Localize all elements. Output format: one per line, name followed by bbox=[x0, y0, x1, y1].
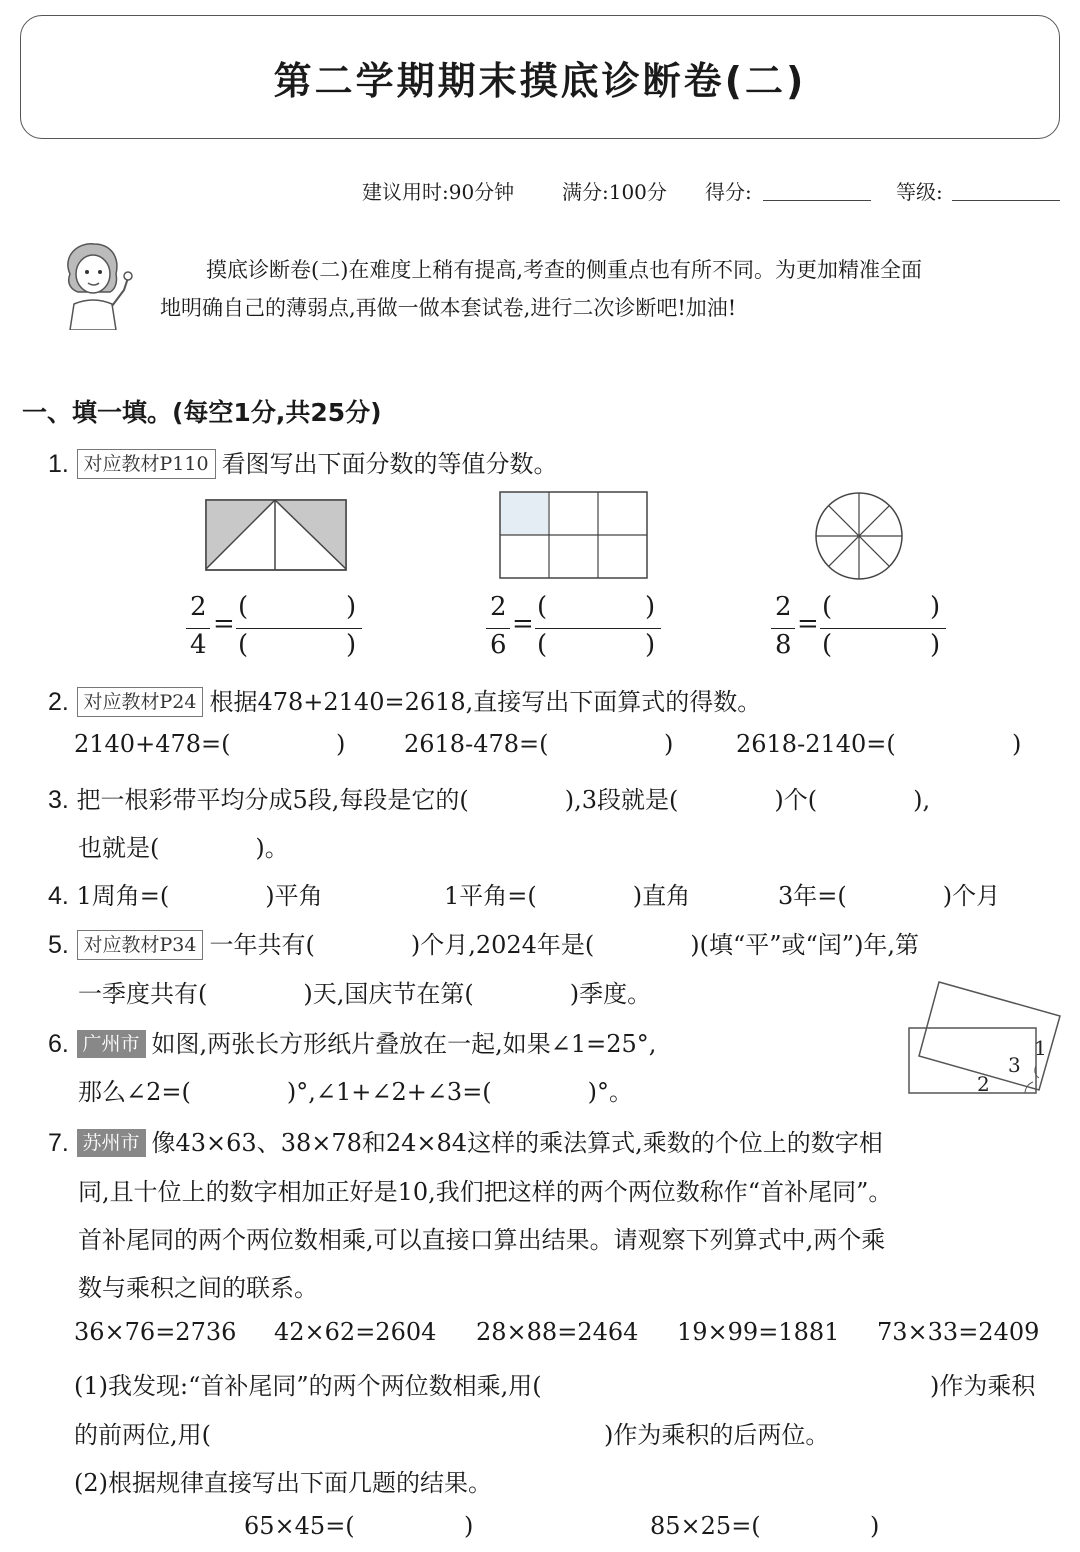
paren-open: ( bbox=[537, 630, 548, 660]
example-2: 42×62=2604 bbox=[274, 1318, 437, 1346]
paren-close: ) bbox=[346, 592, 357, 622]
calc-item-1: 2140+478=( bbox=[74, 730, 231, 758]
question-6 bbox=[48, 1024, 656, 1059]
question-number: 5. bbox=[48, 931, 69, 959]
question-number: 6. bbox=[48, 1030, 69, 1058]
cartoon-girl-illustration bbox=[48, 238, 138, 330]
fraction-bar bbox=[186, 628, 210, 629]
paren-close: ) bbox=[346, 630, 357, 660]
figure-circle-eighths bbox=[813, 491, 905, 581]
question-6-line-2: 那么∠2=( )°,∠1+∠2+∠3=( )°。 bbox=[78, 1078, 634, 1106]
example-5: 73×33=2409 bbox=[877, 1318, 1040, 1346]
question-text: 看图写出下面分数的等值分数。 bbox=[221, 450, 558, 478]
question-text: 把一根彩带平均分成5段,每段是它的( ),3段就是( )个( ), bbox=[76, 786, 931, 814]
textbook-tag: 对应教材P34 bbox=[77, 930, 204, 960]
paren-close: ) bbox=[870, 1512, 880, 1540]
grade-label: 等级: bbox=[896, 180, 943, 204]
fraction-bar bbox=[771, 628, 795, 629]
paren-open: ( bbox=[238, 630, 249, 660]
fraction-denominator: 6 bbox=[490, 630, 507, 660]
paren-close: ) bbox=[930, 592, 941, 622]
paren-close: ) bbox=[464, 1512, 474, 1540]
part-2-item-2: 85×25=( bbox=[650, 1512, 761, 1540]
part-1-line-1a: (1)我发现:“首补尾同”的两个两位数相乘,用( bbox=[74, 1372, 542, 1400]
fraction-numerator: 2 bbox=[775, 592, 792, 622]
equals-sign: = bbox=[213, 609, 235, 639]
paren-close: ) bbox=[645, 630, 656, 660]
figure-rectangle-triangles bbox=[205, 499, 347, 571]
question-text: 根据478+2140=2618,直接写出下面算式的得数。 bbox=[209, 688, 762, 716]
question-5-line-2: 一季度共有( )天,国庆节在第( )季度。 bbox=[78, 980, 652, 1008]
part-1-line-2a: 的前两位,用( bbox=[74, 1421, 211, 1449]
figure-grid-six bbox=[499, 491, 649, 579]
example-4: 19×99=1881 bbox=[677, 1318, 840, 1346]
page-title: 第二学期期末摸底诊断卷(二) bbox=[273, 59, 807, 103]
score-blank[interactable] bbox=[763, 200, 871, 201]
question-7-line-4: 数与乘积之间的联系。 bbox=[78, 1274, 318, 1302]
answer-fraction-bar bbox=[820, 628, 946, 629]
question-text: 如图,两张长方形纸片叠放在一起,如果∠1=25°, bbox=[151, 1030, 657, 1058]
question-7-line-3: 首补尾同的两个两位数相乘,可以直接口算出结果。请观察下列算式中,两个乘 bbox=[78, 1226, 886, 1254]
question-text: 像43×63、38×78和24×84这样的乘法算式,乘数的个位上的数字相 bbox=[151, 1129, 883, 1157]
fraction-denominator: 4 bbox=[190, 630, 207, 660]
paren-close: ) bbox=[930, 630, 941, 660]
answer-fraction-bar bbox=[535, 628, 661, 629]
region-tag: 广州市 bbox=[77, 1030, 146, 1058]
intro-line-2: 地明确自己的薄弱点,再做一做本套试卷,进行二次诊断吧!加油! bbox=[160, 296, 737, 320]
calc-item-2: 2618-478=( bbox=[404, 730, 549, 758]
question-7-line-2: 同,且十位上的数字相加正好是10,我们把这样的两个两位数称作“首补尾同”。 bbox=[78, 1178, 893, 1206]
question-text: 一年共有( )个月,2024年是( )(填“平”或“闰”)年,第 bbox=[209, 931, 920, 959]
part-2-text: (2)根据规律直接写出下面几题的结果。 bbox=[74, 1469, 492, 1497]
equals-sign: = bbox=[797, 609, 819, 639]
part-1-line-2b: )作为乘积的后两位。 bbox=[604, 1421, 830, 1449]
figure-overlapping-rectangles bbox=[905, 978, 1065, 1098]
fraction-denominator: 8 bbox=[775, 630, 792, 660]
conversion-item-1: 1周角=( )平角 bbox=[76, 882, 323, 910]
question-number: 7. bbox=[48, 1129, 69, 1157]
paren-open: ( bbox=[822, 630, 833, 660]
conversion-item-2: 1平角=( )直角 bbox=[444, 882, 691, 910]
calc-item-3: 2618-2140=( bbox=[736, 730, 896, 758]
equals-sign: = bbox=[512, 609, 534, 639]
fraction-numerator: 2 bbox=[190, 592, 207, 622]
paren-close: ) bbox=[645, 592, 656, 622]
question-5 bbox=[48, 925, 919, 960]
answer-fraction-bar bbox=[236, 628, 362, 629]
section-heading: 一、填一填。(每空1分,共25分) bbox=[22, 398, 382, 427]
grade-blank[interactable] bbox=[952, 200, 1060, 201]
textbook-tag: 对应教材P110 bbox=[77, 449, 216, 479]
part-1-line-1b: )作为乘积 bbox=[930, 1372, 1036, 1400]
fraction-numerator: 2 bbox=[490, 592, 507, 622]
region-tag: 苏州市 bbox=[77, 1129, 146, 1157]
angle-label-3: 3 bbox=[1008, 1053, 1021, 1077]
question-number: 4. bbox=[48, 882, 69, 910]
question-4 bbox=[48, 876, 323, 911]
paren-open: ( bbox=[537, 592, 548, 622]
suggested-time: 建议用时:90分钟 bbox=[362, 180, 515, 204]
conversion-item-3: 3年=( )个月 bbox=[778, 882, 1001, 910]
full-score: 满分:100分 bbox=[562, 180, 667, 204]
paren-close: ) bbox=[1012, 730, 1022, 758]
part-2-item-1: 65×45=( bbox=[244, 1512, 355, 1540]
example-1: 36×76=2736 bbox=[74, 1318, 237, 1346]
paren-open: ( bbox=[822, 592, 833, 622]
question-3 bbox=[48, 780, 930, 815]
question-1 bbox=[48, 444, 558, 479]
question-2 bbox=[48, 682, 761, 717]
question-7 bbox=[48, 1123, 883, 1158]
question-number: 2. bbox=[48, 688, 69, 716]
paren-open: ( bbox=[238, 592, 249, 622]
example-3: 28×88=2464 bbox=[476, 1318, 639, 1346]
paren-close: ) bbox=[336, 730, 346, 758]
intro-line-1: 摸底诊断卷(二)在难度上稍有提高,考查的侧重点也有所不同。为更加精准全面 bbox=[206, 258, 923, 282]
question-number: 3. bbox=[48, 786, 69, 814]
question-number: 1. bbox=[48, 450, 69, 478]
score-label: 得分: bbox=[705, 180, 752, 204]
textbook-tag: 对应教材P24 bbox=[77, 687, 204, 717]
fraction-bar bbox=[486, 628, 510, 629]
angle-label-1: 1 bbox=[1034, 1036, 1047, 1060]
angle-label-2: 2 bbox=[977, 1072, 990, 1096]
paren-close: ) bbox=[664, 730, 674, 758]
question-3-line-2: 也就是( )。 bbox=[78, 834, 289, 862]
